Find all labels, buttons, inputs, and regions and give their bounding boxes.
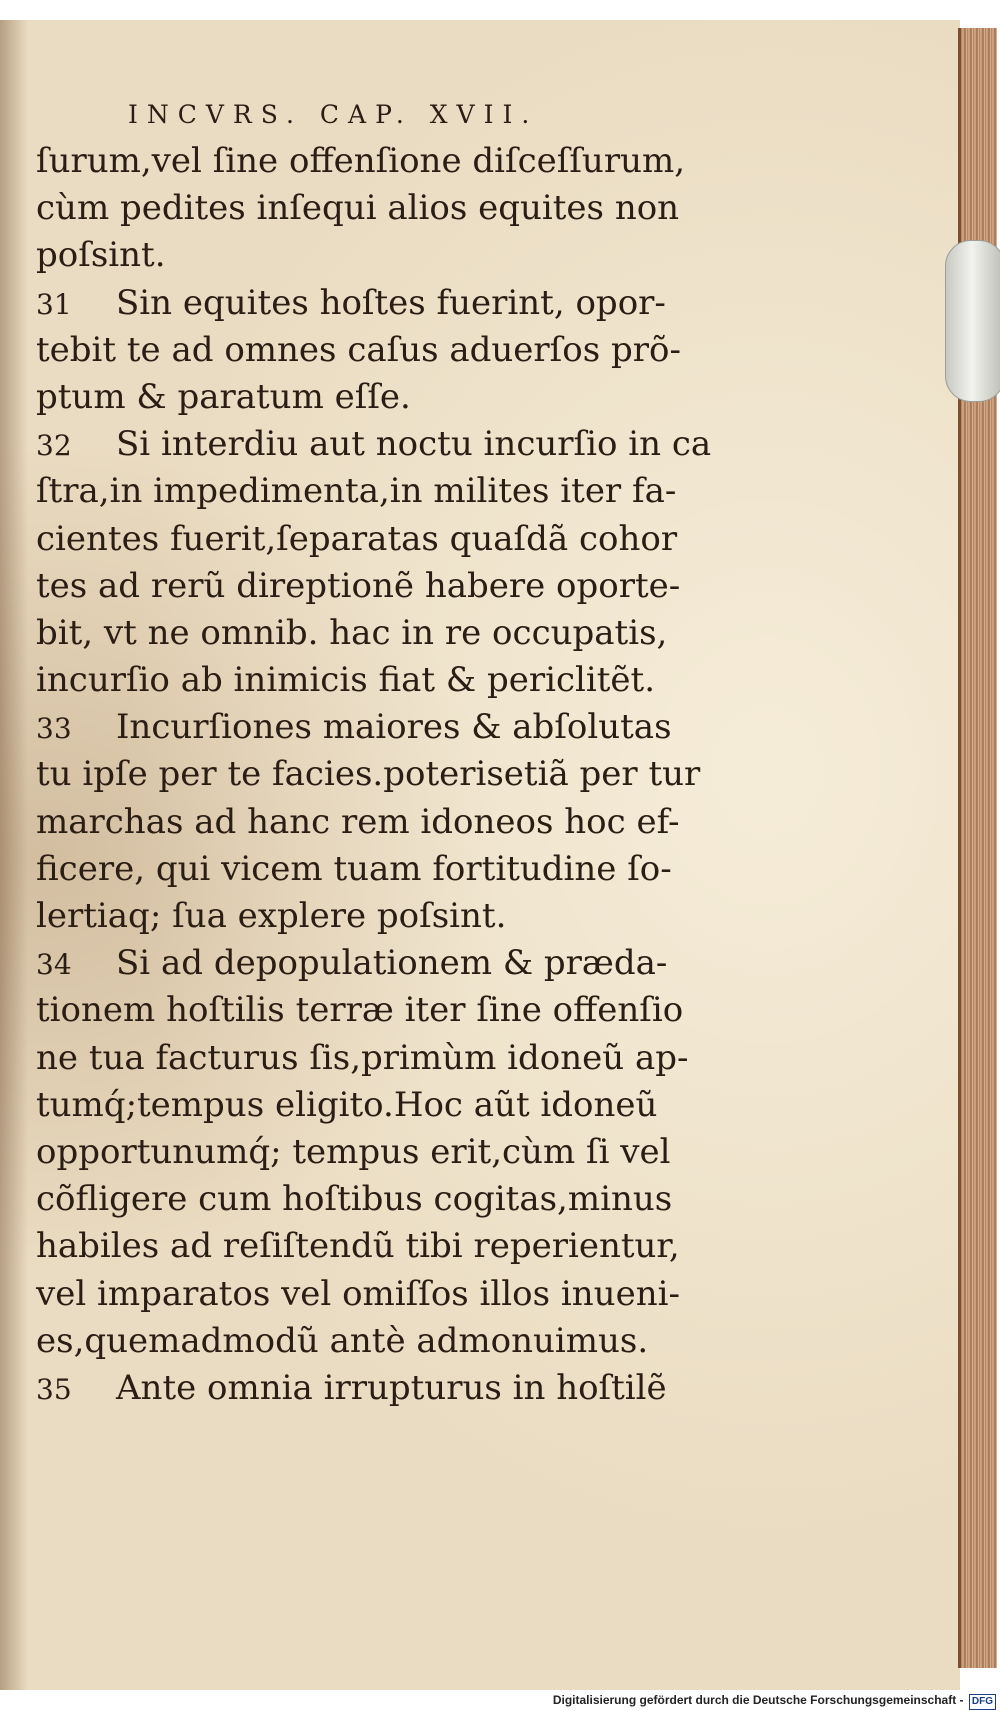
text-line (36, 751, 746, 798)
line-text: cientes fuerit,ſeparatas quaſdã cohor (36, 518, 678, 559)
text-line (36, 1365, 746, 1412)
binding-gutter (0, 20, 28, 1690)
text-line (36, 1176, 746, 1223)
line-text: bit, vt ne omnib. hac in re occupatis, (36, 612, 668, 653)
text-line (36, 374, 746, 421)
line-text: tumq́;tempus eligito.Hoc aũt idoneũ (36, 1084, 658, 1125)
text-line (36, 232, 746, 279)
line-text: Si ad depopulationem & prædа- (116, 943, 668, 984)
line-text: ficere, qui vicem tuam fortitudine ſo- (36, 848, 672, 889)
clamp-tab (945, 240, 1000, 402)
text-line (36, 563, 746, 610)
page-text (36, 98, 746, 1412)
line-text: habiles ad reſiſtendũ tibi reperientur, (36, 1226, 680, 1267)
text-line (36, 1129, 746, 1176)
book-page (0, 20, 960, 1690)
text-line (36, 987, 746, 1034)
line-text: lertiaq; ſua explere poſsint. (36, 896, 507, 936)
line-text: es,quemadmodũ antè admonuimus. (36, 1320, 649, 1361)
line-text: cõfligere cum hoſtibus cogitas,minus (36, 1179, 673, 1220)
text-line (36, 657, 746, 704)
line-text: Incurſiones maiores & abſolutas (116, 707, 672, 748)
line-text: ſtra,in impedimenta,in milites iter fa- (36, 471, 677, 512)
footer-text: Digitalisierung gefördert durch die Deutsche Forschungsgemeinschaft - (552, 1693, 964, 1707)
paragraph-number: 35 (36, 1372, 72, 1406)
paragraph-number: 31 (36, 287, 72, 321)
line-text: ſurum,vel ſine offenſione diſceſſurum, (36, 141, 686, 181)
text-line (36, 1223, 746, 1270)
line-text: ne tua facturus ſis,primùm idoneũ ap- (36, 1037, 689, 1078)
text-line (36, 1082, 746, 1129)
text-line (36, 516, 746, 563)
line-text: opportunumq́; tempus erit,cùm ſi vel (36, 1131, 671, 1172)
text-line (36, 893, 746, 940)
line-text: marchas ad hanc rem idoneos hoc ef- (36, 801, 680, 842)
paragraph-number: 32 (36, 429, 72, 463)
text-lines (36, 138, 746, 1412)
line-text: poſsint. (36, 235, 166, 276)
line-text: tionem hoſtilis terræ iter ſine offenſio (36, 990, 684, 1031)
paragraph-number: 33 (36, 712, 72, 746)
line-text: incurſio ab inimicis fiat & periclitẽt. (36, 660, 656, 701)
text-line (36, 1271, 746, 1318)
text-line (36, 799, 746, 846)
text-line (36, 421, 746, 468)
text-line (36, 185, 746, 232)
dfg-logo: DFG (969, 1694, 996, 1710)
line-text: Ante omnia irrupturus in hoſtilẽ (116, 1367, 667, 1408)
text-line (36, 1318, 746, 1365)
line-text: cùm pedites inſequi alios equites non (36, 188, 680, 229)
text-line (36, 1035, 746, 1082)
line-text: tebit te ad omnes caſus aduerſos prõ- (36, 329, 681, 370)
text-line (36, 280, 746, 327)
paragraph-number: 34 (36, 948, 72, 982)
text-line (36, 846, 746, 893)
text-line (36, 704, 746, 751)
text-line (36, 610, 746, 657)
line-text: tes ad rerũ direptionẽ habere oporte- (36, 565, 681, 606)
line-text: Si interdiu aut noctu incurſio in ca (116, 424, 712, 465)
text-line (36, 468, 746, 515)
line-text: tu ipſe per te facies.poterisetiã per tur (36, 754, 701, 795)
text-line (36, 327, 746, 374)
line-text: ptum & paratum eſſe. (36, 376, 411, 417)
line-text: vel imparatos vel omiſſos illos inueni- (36, 1273, 680, 1314)
text-line (36, 138, 746, 185)
digitization-footer (553, 1690, 996, 1710)
running-head: INCVRS. CAP. XVII. (128, 100, 539, 129)
text-line (36, 940, 746, 987)
line-text: Sin equites hoſtes fuerint, opor- (116, 282, 666, 323)
